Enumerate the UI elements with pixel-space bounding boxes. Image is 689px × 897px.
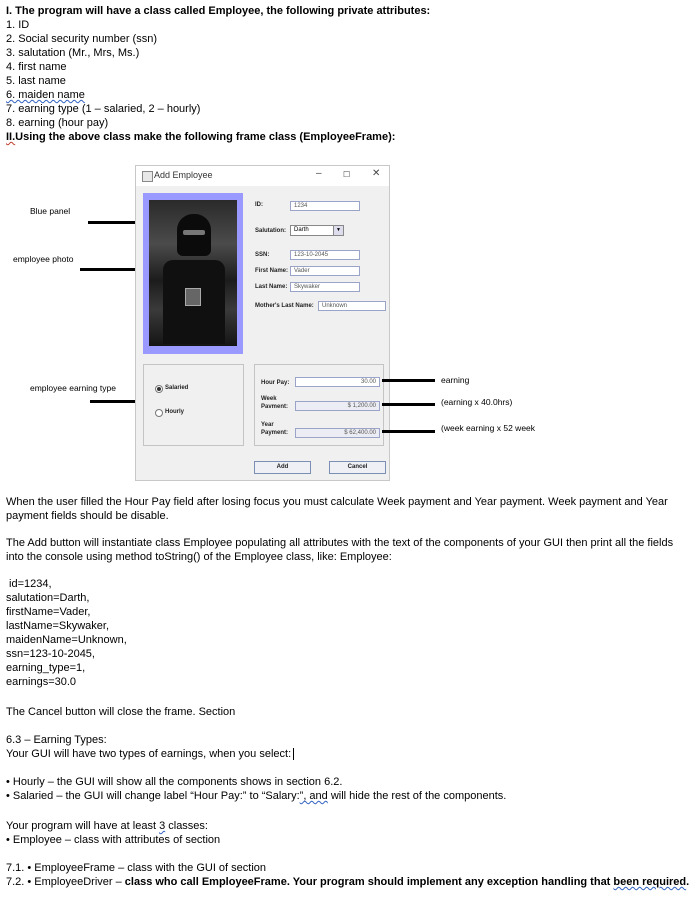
cancel-paragraph: The Cancel button will close the frame. Section	[6, 706, 236, 718]
cancel-button[interactable]: Cancel	[329, 461, 386, 474]
salutation-value: Darth	[294, 227, 309, 233]
app-icon	[142, 171, 153, 182]
annotation-blue-panel: Blue panel	[30, 206, 71, 216]
annotation-arrow	[382, 403, 435, 406]
first-name-label: First Name:	[255, 268, 289, 274]
bullet-salaried	[6, 790, 506, 803]
id-label: ID:	[255, 202, 263, 208]
item-7-2-end: .	[686, 876, 689, 888]
paragraph-line: When the user filled the Hour Pay field after losing focus you must calculate Week payment and Year payment. Week payment and Year	[6, 496, 668, 508]
section2-heading-text: Using the above class make the following frame class (EmployeeFrame):	[15, 131, 396, 143]
output-line: maidenName=Unknown,	[6, 634, 127, 646]
attr-item: 7. earning type (1 – salaried, 2 – hourly)	[6, 103, 201, 115]
year-label-line1: Year	[261, 422, 274, 428]
annotation-employee-photo: employee photo	[13, 254, 74, 264]
window-titlebar	[136, 166, 389, 186]
hour-pay-label: Hour Pay:	[261, 380, 290, 386]
add-button[interactable]: Add	[254, 461, 311, 474]
item-7-1: 7.1. • EmployeeFrame – class with the GUI of section	[6, 862, 267, 874]
section2-heading	[6, 131, 395, 144]
classes-text: Your program will have at least	[6, 820, 160, 832]
output-line: lastName=Skywaker,	[6, 620, 110, 632]
year-label-line2: Payment:	[261, 430, 289, 436]
ssn-label: SSN:	[255, 252, 270, 258]
section1-heading: I. The program will have a class called Employee, the following private attributes:	[6, 5, 431, 17]
paragraph-line: payment fields should be disable.	[6, 510, 169, 522]
annotation-earning: earning	[441, 375, 470, 385]
week-label-line1: Week	[261, 396, 277, 402]
id-field[interactable]: 1234	[290, 201, 360, 211]
hour-pay-field[interactable]: 30.00	[295, 377, 380, 387]
ssn-field[interactable]: 123-10-2045	[290, 250, 360, 260]
photo-chest-panel	[185, 288, 201, 306]
annotation-earning-week: (earning x 40.0hrs)	[441, 397, 513, 407]
salutation-combo[interactable]	[290, 225, 344, 236]
attr-item: 2. Social security number (ssn)	[6, 33, 157, 45]
blue-panel	[143, 193, 243, 354]
close-icon[interactable]: ✕	[372, 168, 381, 179]
section-63-intro	[6, 748, 294, 761]
output-line: salutation=Darth,	[6, 592, 90, 604]
output-line: earning_type=1,	[6, 662, 86, 674]
attr-item: 8. earning (hour pay)	[6, 117, 109, 129]
annotation-arrow	[382, 379, 435, 382]
week-payment-field: $ 1,200.00	[295, 401, 380, 411]
bullet-hourly: • Hourly – the GUI will show all the components shows in section 6.2.	[6, 776, 343, 788]
photo-eyes	[183, 230, 205, 235]
bullet-salaried-rest: will hide the rest of the components.	[327, 790, 507, 802]
year-payment-field: $ 62,400.00	[295, 428, 380, 438]
employee-photo	[149, 200, 237, 346]
hourly-label: Hourly	[165, 409, 185, 415]
annotation-arrow	[382, 430, 435, 433]
paragraph-line: into the console using method toString() of the Employee class, like: Employee:	[6, 551, 392, 563]
hourly-radio[interactable]	[155, 409, 163, 417]
last-name-label: Last Name:	[255, 284, 288, 290]
output-line: earnings=30.0	[6, 676, 77, 688]
classes-text-end: classes:	[165, 820, 208, 832]
last-name-field[interactable]: Skywaker	[290, 282, 360, 292]
add-employee-window	[135, 165, 390, 481]
item-7-2-driver: class who call EmployeeFrame	[124, 876, 287, 888]
maiden-name-label: Mother's Last Name:	[255, 303, 314, 309]
earnings-panel	[254, 364, 384, 446]
output-line: ssn=123-10-2045,	[6, 648, 95, 660]
text-cursor	[293, 748, 294, 760]
item-7-2-prefix: 7.2. • EmployeeDriver –	[6, 876, 125, 888]
output-line: id=1234,	[6, 578, 52, 590]
week-label-line2: Pavment:	[261, 404, 289, 410]
attr-item: 6. maiden name	[6, 89, 85, 101]
section2-numeral: II.	[6, 131, 16, 143]
attr-item: 3. salutation (Mr., Mrs, Ms.)	[6, 47, 140, 59]
maximize-icon[interactable]: ☐	[343, 170, 351, 179]
bullet-salaried-marked: ”, and	[299, 790, 328, 802]
salaried-label: Salaried	[165, 385, 189, 391]
maiden-name-field[interactable]: Unknown	[318, 301, 386, 311]
item-7-2-marked: been required	[613, 876, 687, 888]
bullet-employee: • Employee – class with attributes of section	[6, 834, 221, 846]
bullet-salaried-text: • Salaried – the GUI will change label “Hour Pay:” to “Salary:	[6, 790, 300, 802]
photo-helmet	[177, 214, 211, 256]
attr-item: 1. ID	[6, 19, 30, 31]
salaried-radio[interactable]	[155, 385, 163, 393]
section-63-intro-text: Your GUI will have two types of earnings, when you select:	[6, 748, 292, 760]
item-7-2	[6, 876, 689, 889]
first-name-field[interactable]: Vader	[290, 266, 360, 276]
classes-count: 3	[159, 820, 166, 832]
item-7-2-rule: . Your program should implement any exception handling that	[286, 876, 614, 888]
section-63-title: 6.3 – Earning Types:	[6, 734, 107, 746]
chevron-down-icon[interactable]: ▼	[333, 226, 343, 235]
annotation-earning-type: employee earning type	[30, 383, 117, 393]
annotation-earning-year: (week earning x 52 week	[441, 423, 536, 433]
salutation-label: Salutation:	[255, 228, 286, 234]
output-line: firstName=Vader,	[6, 606, 91, 618]
attr-item: 4. first name	[6, 61, 67, 73]
minimize-icon[interactable]: –	[316, 168, 322, 179]
classes-line	[6, 820, 208, 833]
window-title: Add Employee	[154, 170, 213, 180]
earning-type-panel	[143, 364, 244, 446]
attr-item: 5. last name	[6, 75, 66, 87]
paragraph-line: The Add button will instantiate class Employee populating all attributes with the text of the components of your GUI then print all the fields	[6, 537, 674, 549]
